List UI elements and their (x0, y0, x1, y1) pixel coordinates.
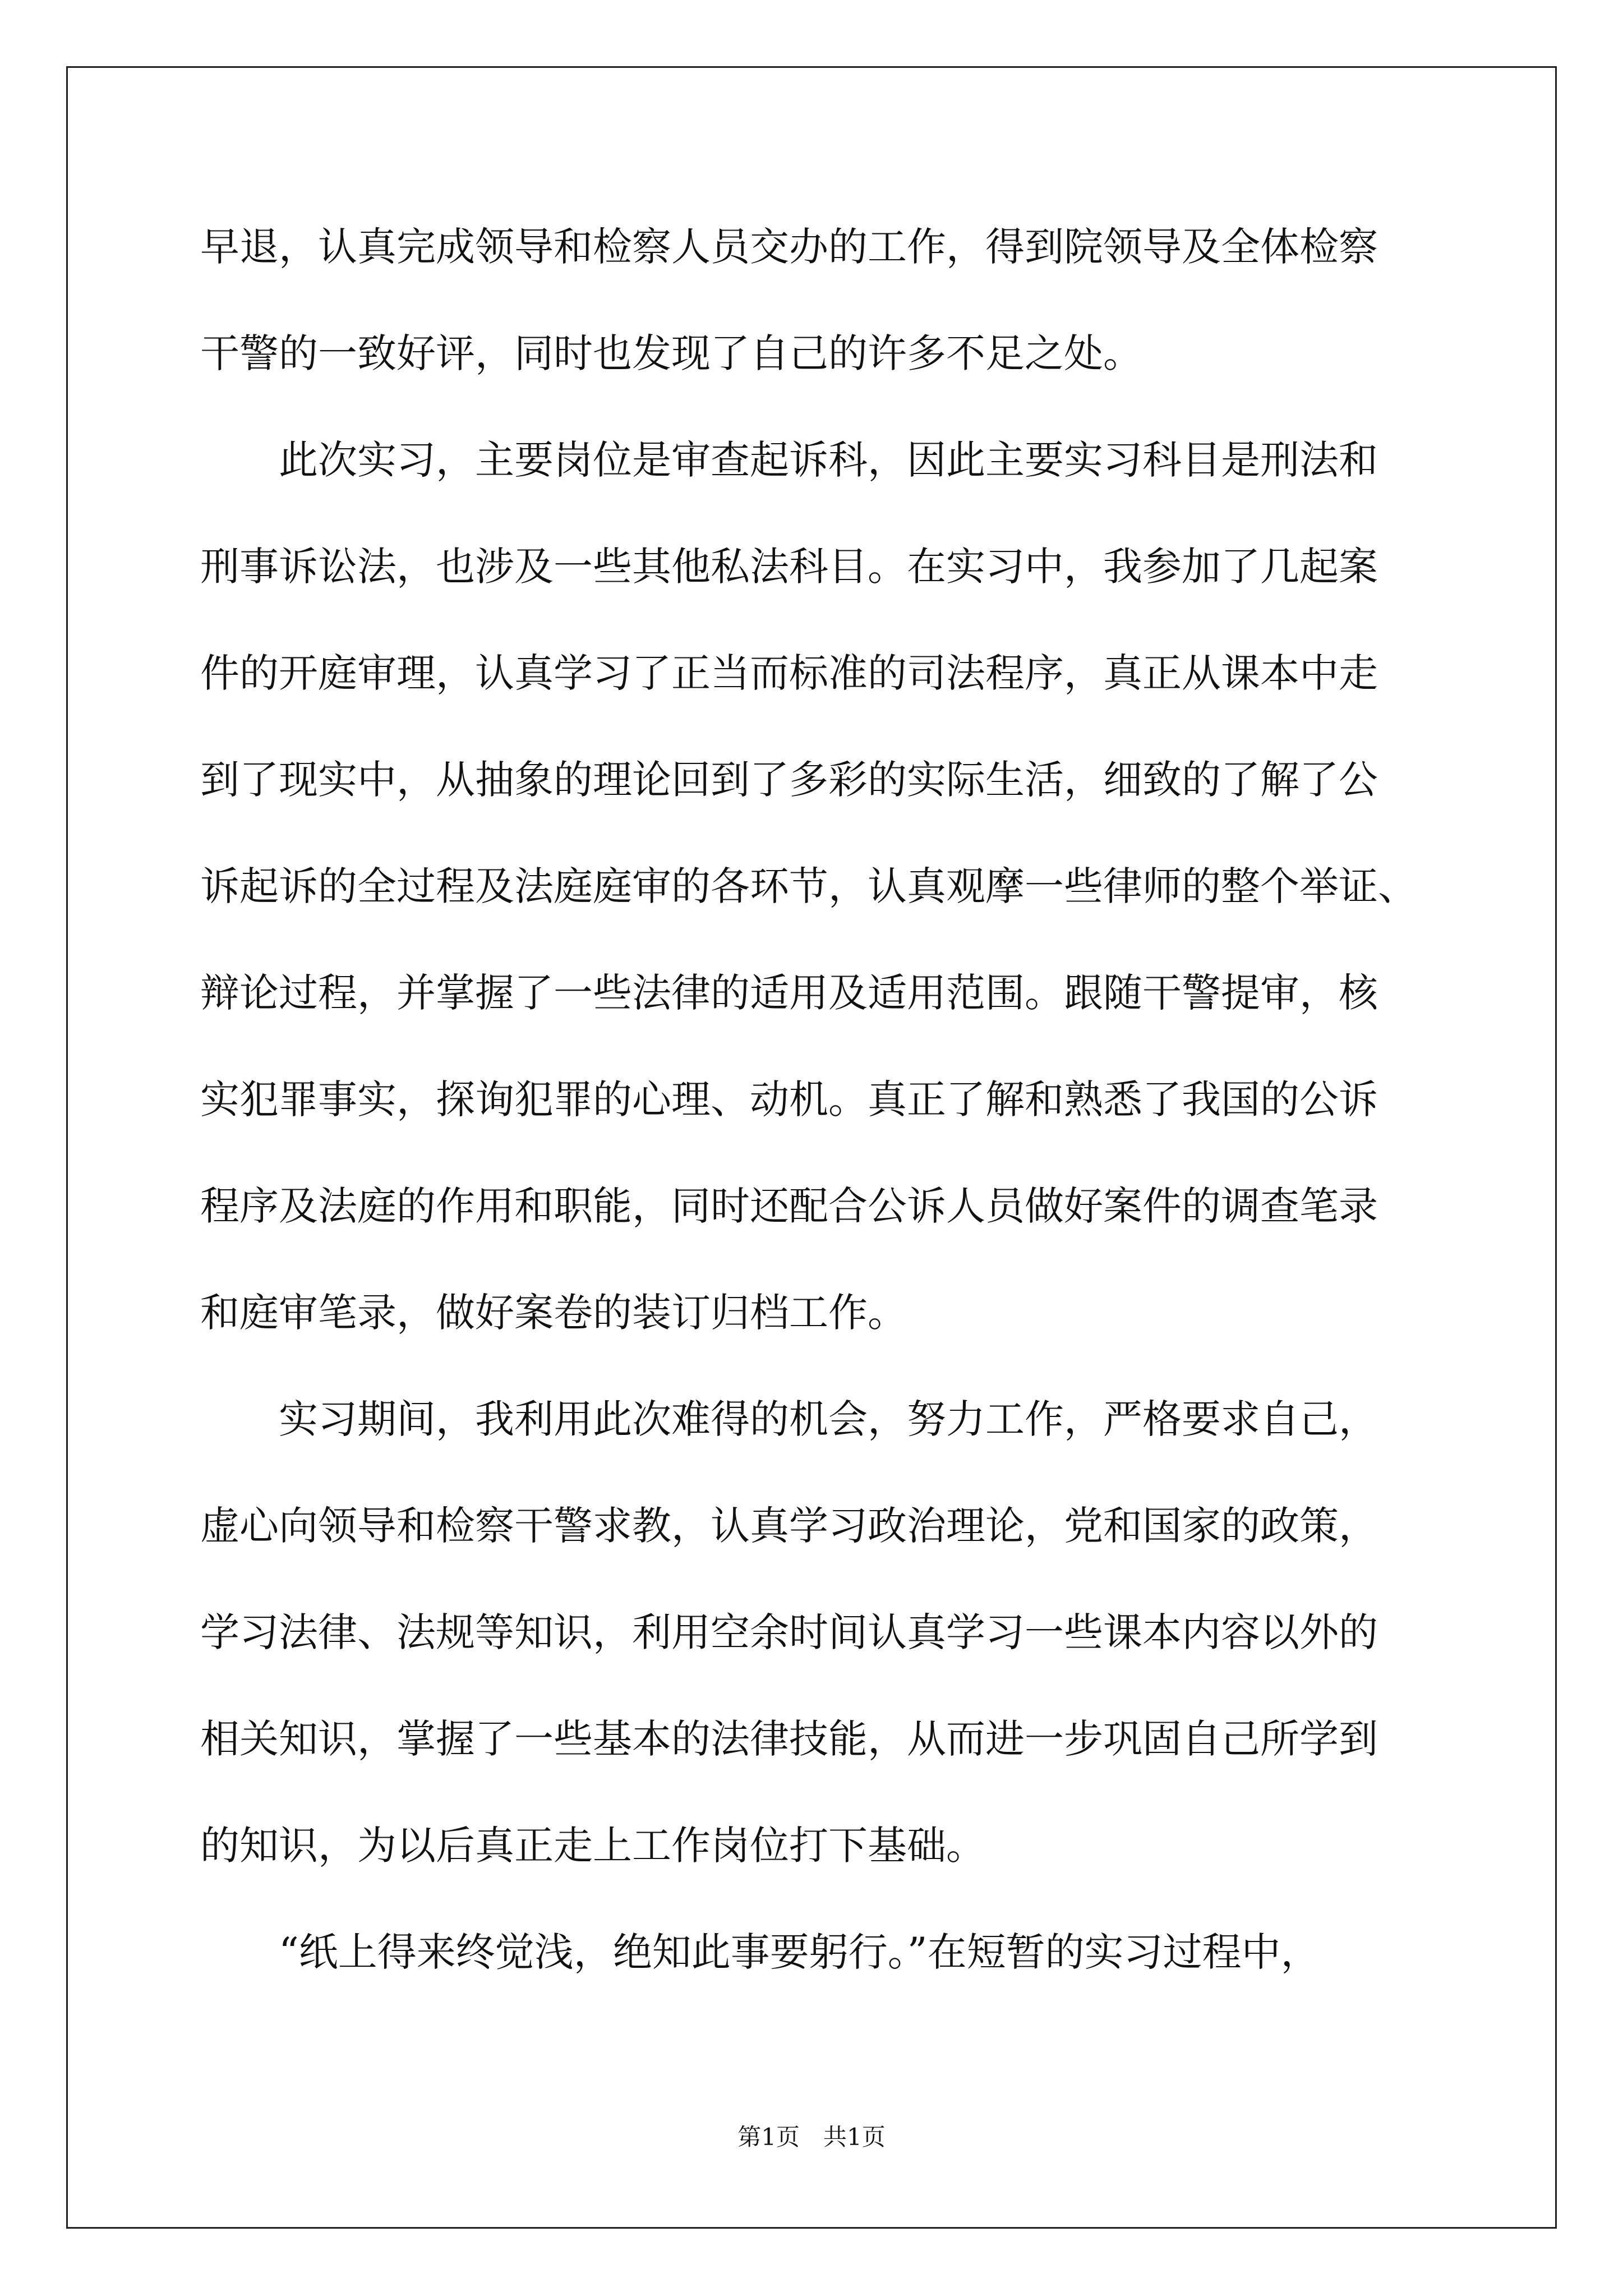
page-footer: 第1页 共1页 (737, 2123, 886, 2151)
text-line: 虚心向领导和检察干警求教，认真学习政治理论，党和国家的政策， (200, 1503, 1378, 1549)
text-line: 辩论过程，并掌握了一些法律的适用及适用范围。跟随干警提审，核 (200, 970, 1378, 1016)
paragraph-start-line: 实习期间，我利用此次难得的机会，努力工作，严格要求自己， (279, 1396, 1378, 1442)
text-line: 到了现实中，从抽象的理论回到了多彩的实际生活，细致的了解了公 (200, 757, 1378, 803)
text-line: 诉起诉的全过程及法庭庭审的各环节，认真观摩一些律师的整个举证、 (200, 863, 1417, 909)
text-line: 和庭审笔录，做好案卷的装订归档工作。 (200, 1290, 907, 1336)
text-line: 程序及法庭的作用和职能，同时还配合公诉人员做好案件的调查笔录 (200, 1183, 1378, 1229)
paragraph-start-line: 此次实习，主要岗位是审查起诉科，因此主要实习科目是刑法和 (279, 437, 1378, 483)
text-line: 实犯罪事实，探询犯罪的心理、动机。真正了解和熟悉了我国的公诉 (200, 1076, 1378, 1122)
paragraph-start-line: “纸上得来终觉浅，绝知此事要躬行。”在短暂的实习过程中， (279, 1929, 1320, 1975)
document-body (200, 216, 1434, 2028)
text-line: 学习法律、法规等知识，利用空余时间认真学习一些课本内容以外的 (200, 1609, 1378, 1655)
text-line: 早退，认真完成领导和检察人员交办的工作，得到院领导及全体检察 (200, 224, 1378, 270)
text-line: 刑事诉讼法，也涉及一些其他私法科目。在实习中，我参加了几起案 (200, 544, 1378, 590)
text-line: 的知识，为以后真正走上工作岗位打下基础。 (200, 1823, 985, 1869)
text-line: 干警的一致好评，同时也发现了自己的许多不足之处。 (200, 330, 1142, 376)
text-line: 相关知识，掌握了一些基本的法律技能，从而进一步巩固自己所学到 (200, 1716, 1378, 1762)
text-line: 件的开庭审理，认真学习了正当而标准的司法程序，真正从课本中走 (200, 650, 1378, 696)
